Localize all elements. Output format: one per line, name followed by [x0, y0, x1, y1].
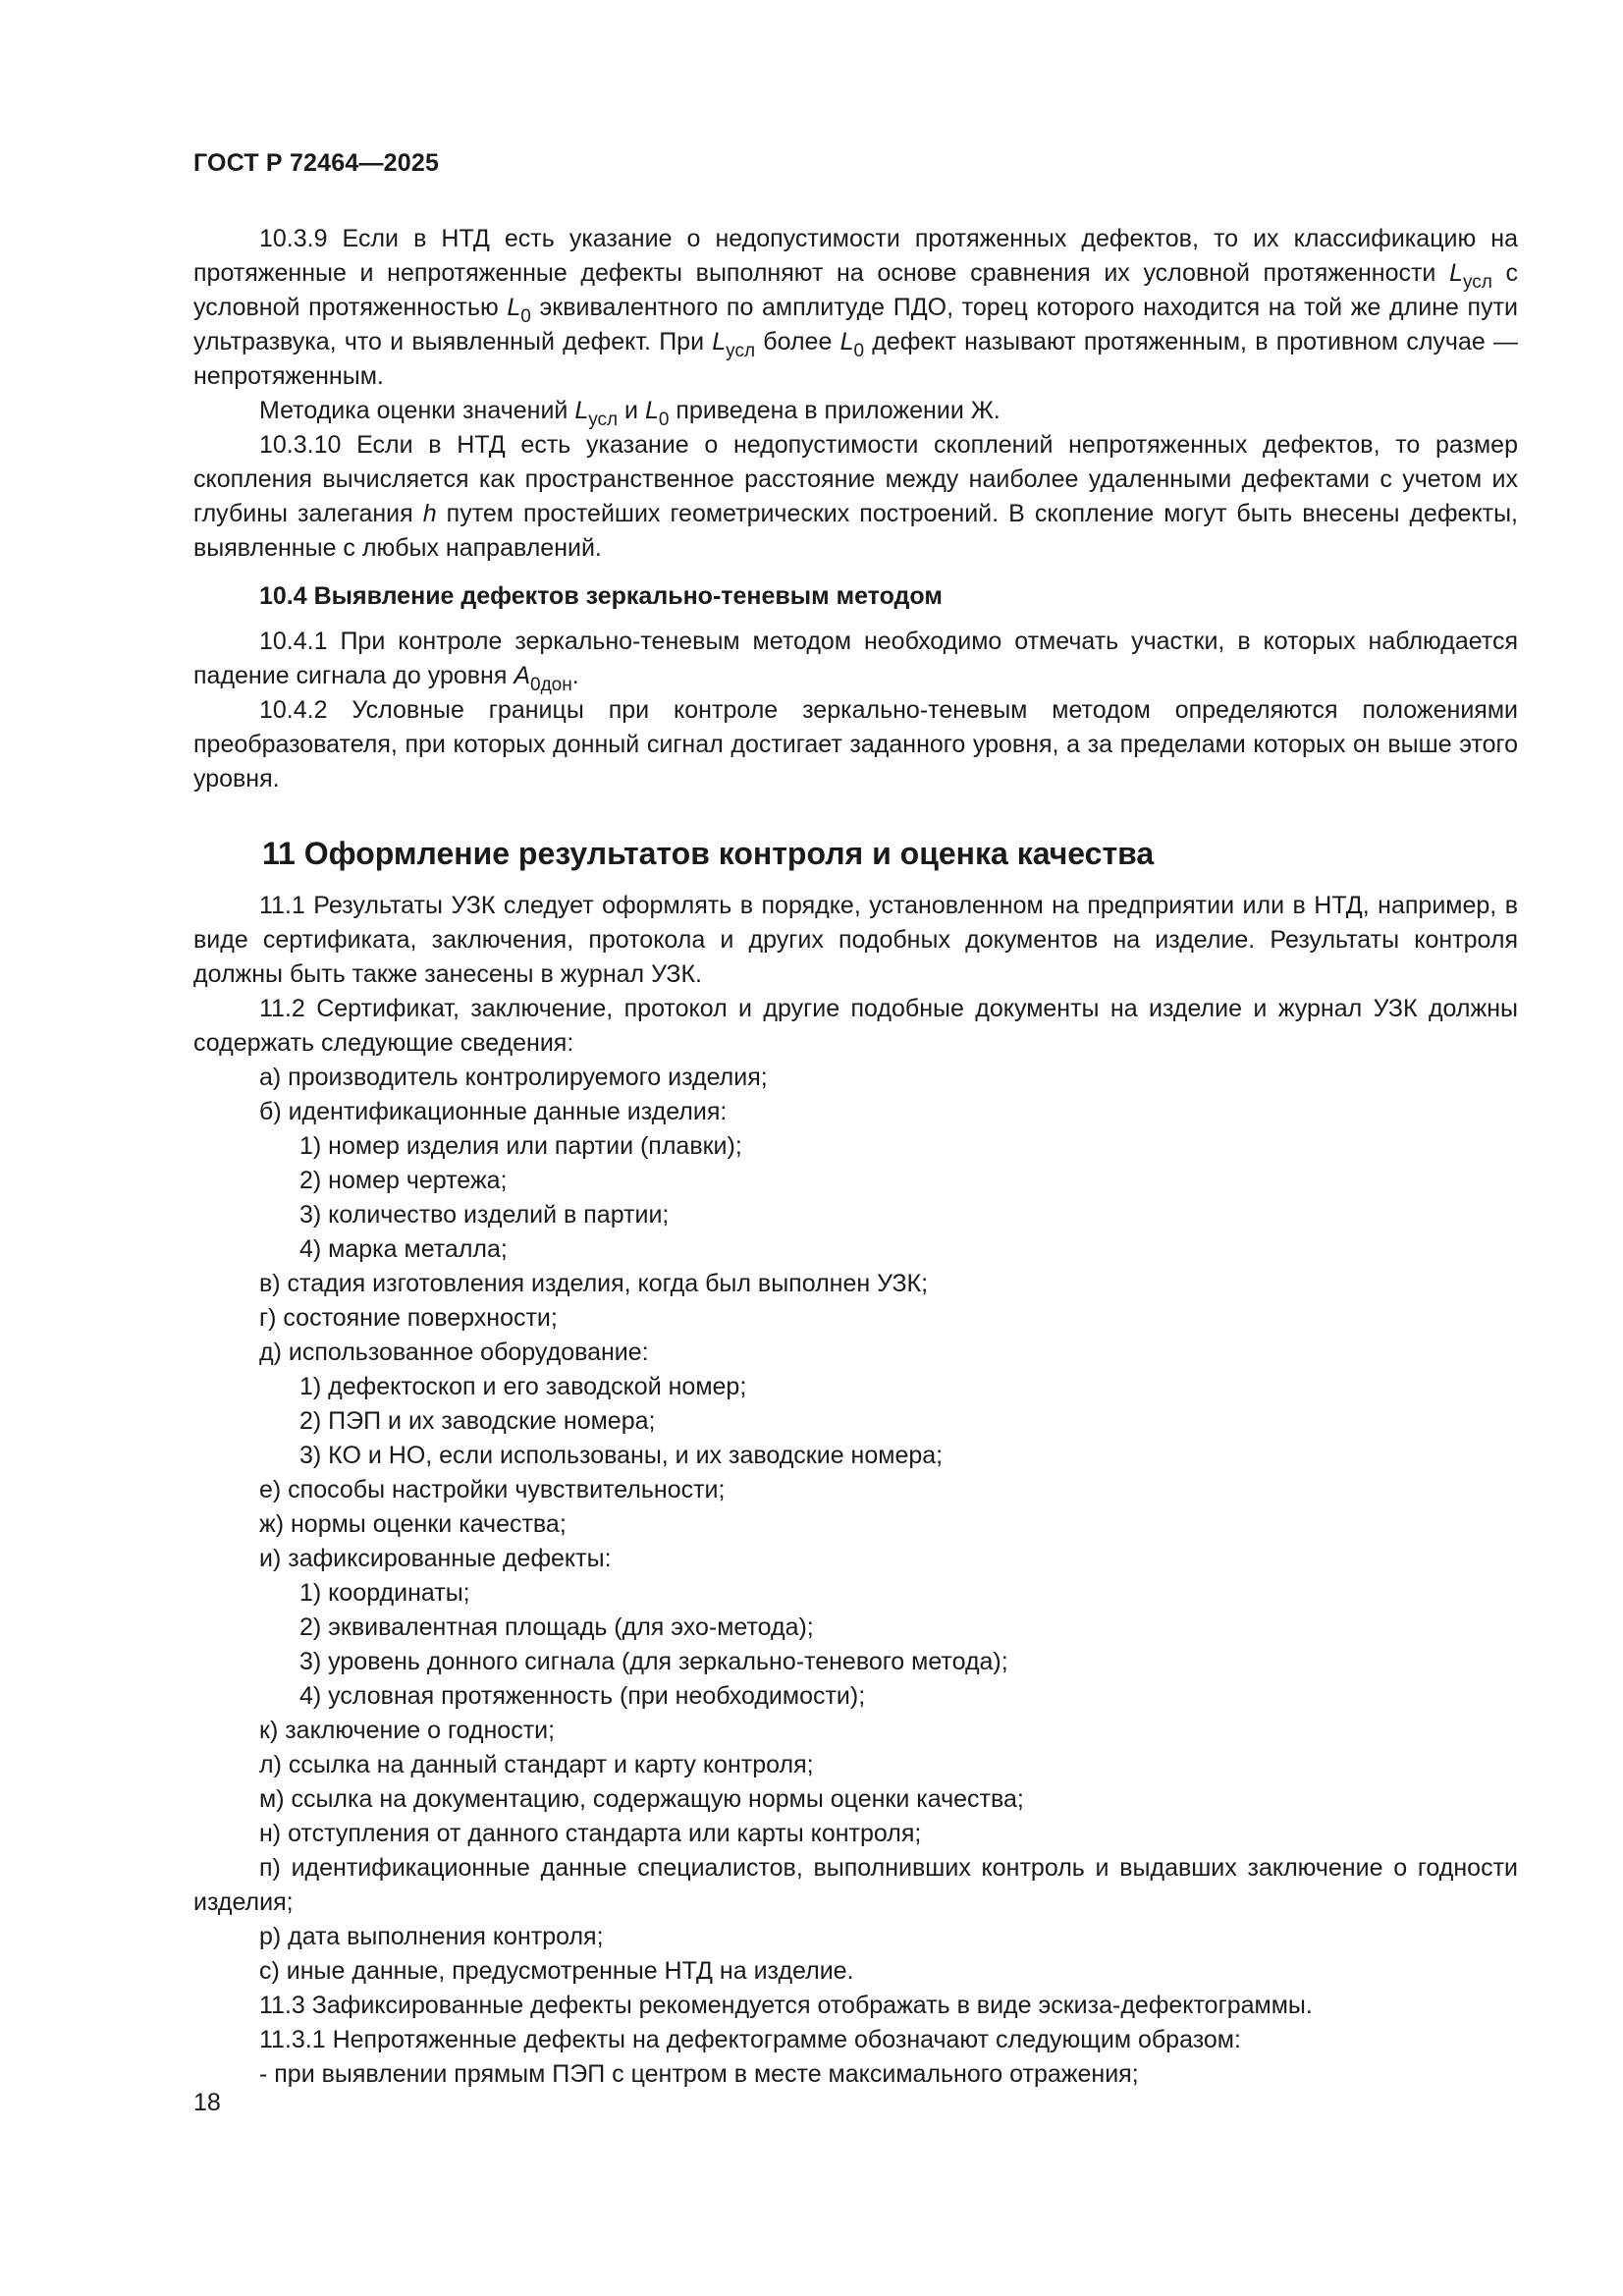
- list-item: р) дата выполнения контроля;: [259, 1923, 604, 1950]
- list-item: 2) номер чертежа;: [299, 1167, 508, 1194]
- list-item: п) идентификационные данные специалистов, выполнивших контроль и выдавших заключение о годности изделия;: [193, 1854, 1518, 1916]
- paragraph-11-3-1: 11.3.1 Непротяженные дефекты на дефектограмме обозначают следующим образом:: [259, 2026, 1241, 2053]
- requirements-list: [193, 1061, 1518, 1989]
- paragraph-11-3: 11.3 Зафиксированные дефекты рекомендуется отображать в виде эскиза-дефектограммы.: [259, 1992, 1313, 2019]
- list-item: 4) марка металла;: [299, 1235, 508, 1263]
- page-number: 18: [193, 2089, 221, 2116]
- list-item: б) идентификационные данные изделия:: [259, 1098, 728, 1125]
- paragraph-10-3-9: 10.3.9 Если в НТД есть указание о недопустимости протяженных дефектов, то их классификацию на протяженные и непротяженные дефекты выполняют на основе сравнения их условной протяженности $L_{усл}$ с условной протяженностью $L_0$ эквивалентного по амплитуде ПДО, торец которого находится на той же длине пути ультразвука, что и выявленный дефект. При $L_{усл}$ более $L_0$ дефект называют протяженным, в противном случае — непротяженным.: [193, 225, 1518, 390]
- paragraph-method: Методика оценки значений $L_{усл}$ и $L_0$ приведена в приложении Ж.: [259, 397, 1001, 430]
- list-item: н) отступления от данного стандарта или карты контроля;: [259, 1820, 922, 1847]
- paragraph-11-1: 11.1 Результаты УЗК следует оформлять в порядке, установленном на предприятии или в НТД, например, в виде сертификата, заключения, протокола и других подобных документов на изделие. Результаты контроля должны быть также занесены в журнал УЗК.: [193, 892, 1518, 988]
- section-heading-10-4: 10.4 Выявление дефектов зеркально-теневым методом: [259, 582, 943, 610]
- paragraph-10-4-2: 10.4.2 Условные границы при контроле зеркально-теневым методом определяются положениями преобразователя, при которых донный сигнал достигает заданного уровня, а за пределами которых он выше этого уровня.: [193, 696, 1518, 793]
- paragraph-10-4-1: 10.4.1 При контроле зеркально-теневым методом необходимо отмечать участки, в которых наблюдается падение сигнала до уровня $A_{0дон}$.: [193, 628, 1518, 695]
- paragraph-11-2: 11.2 Сертификат, заключение, протокол и другие подобные документы на изделие и журнал УЗК должны содержать следующие сведения:: [193, 995, 1518, 1057]
- list-item: е) способы настройки чувствительности;: [259, 1476, 726, 1503]
- list-item: 1) координаты;: [299, 1579, 470, 1607]
- list-item: 3) уровень донного сигнала (для зеркально-теневого метода);: [299, 1648, 1008, 1675]
- list-item: 2) эквивалентная площадь (для эхо-метода);: [299, 1613, 814, 1641]
- section-heading-11: 11 Оформление результатов контроля и оценка качества: [262, 836, 1155, 871]
- document-body: [193, 222, 1518, 2092]
- list-item: 1) дефектоскоп и его заводской номер;: [299, 1373, 747, 1400]
- dash-list-item: - при выявлении прямым ПЭП с центром в месте максимального отражения;: [259, 2060, 1139, 2088]
- list-item: к) заключение о годности;: [259, 1717, 556, 1744]
- paragraph-10-3-10: 10.3.10 Если в НТД есть указание о недопустимости скоплений непротяженных дефектов, то размер скопления вычисляется как пространственное расстояние между наиболее удаленными дефектами с учетом их глубины залегания h путем простейших геометрических построений. В скопление могут быть внесены дефекты, выявленные с любых направлений.: [193, 431, 1519, 562]
- list-item: л) ссылка на данный стандарт и карту контроля;: [259, 1751, 814, 1778]
- list-item: и) зафиксированные дефекты:: [259, 1545, 612, 1572]
- list-item: ж) нормы оценки качества;: [259, 1510, 567, 1538]
- list-item: а) производитель контролируемого изделия;: [259, 1064, 768, 1091]
- list-item: 1) номер изделия или партии (плавки);: [299, 1132, 742, 1160]
- list-item: 3) количество изделий в партии;: [299, 1201, 670, 1229]
- list-item: г) состояние поверхности;: [259, 1304, 558, 1332]
- list-item: д) использованное оборудование:: [259, 1339, 649, 1366]
- list-item: с) иные данные, предусмотренные НТД на изделие.: [259, 1957, 854, 1985]
- list-item: 3) КО и НО, если использованы, и их заводские номера;: [299, 1442, 944, 1469]
- list-item: м) ссылка на документацию, содержащую нормы оценки качества;: [259, 1785, 1024, 1813]
- list-item: 4) условная протяженность (при необходимости);: [299, 1682, 866, 1710]
- document-header: ГОСТ Р 72464—2025: [193, 149, 440, 177]
- list-item: 2) ПЭП и их заводские номера;: [299, 1407, 656, 1435]
- list-item: в) стадия изготовления изделия, когда был выполнен УЗК;: [259, 1270, 929, 1297]
